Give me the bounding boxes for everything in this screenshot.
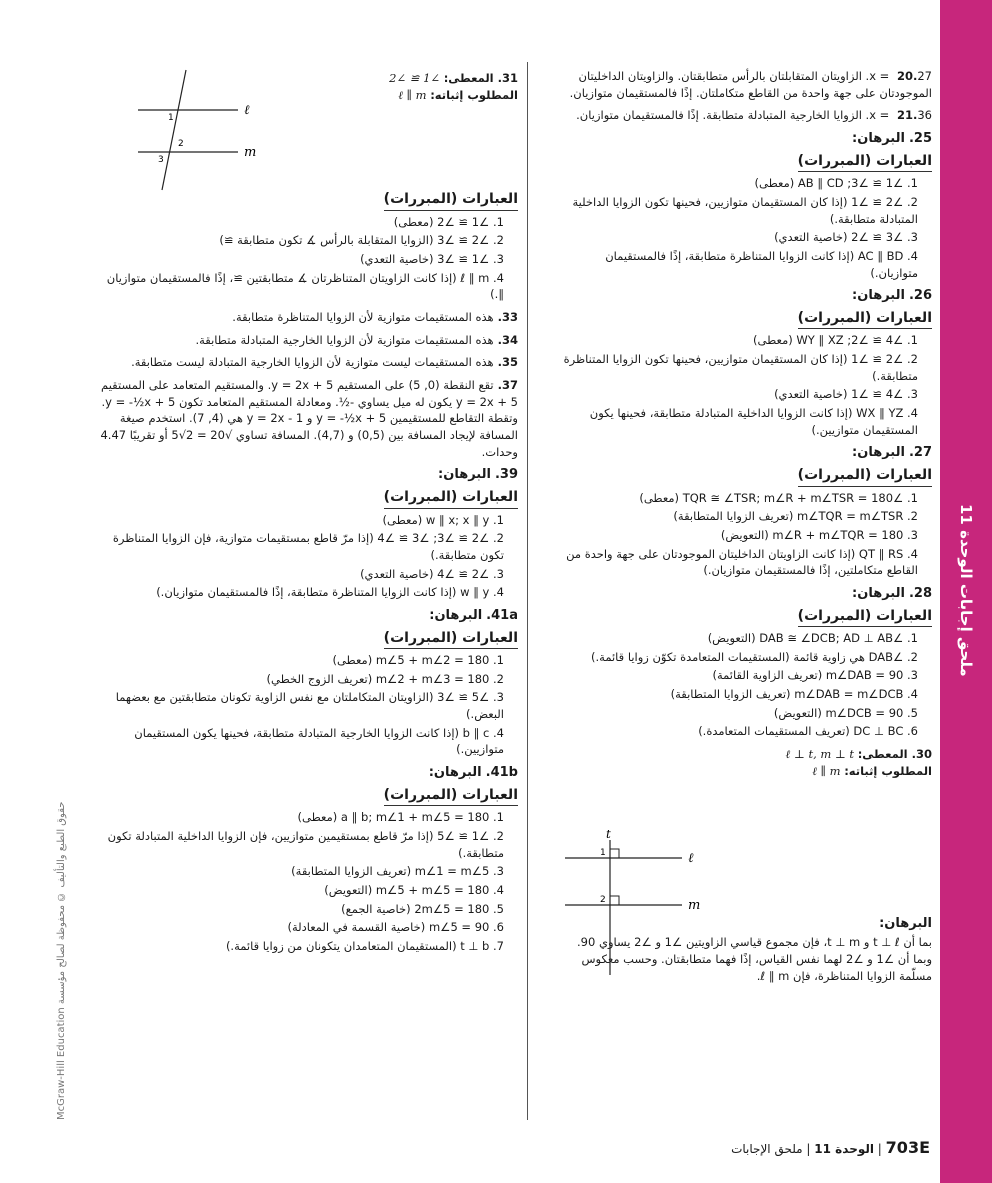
label-l: ℓ — [244, 103, 250, 118]
section-label: ملحق الإجابات — [731, 1142, 803, 1156]
problem-41a: 41a.البرهان: العبارات (المبررات) 1. m∠5 + m∠2 = 180 (معطى) 2. m∠2 + m∠3 = 180 (تعريف الزوج الخطي) 3. ∠5 ≅ ∠3 (الزاويتان المتكاملتان مع نفس الزاوية تكونان متطابقتين مع بعضهما البعض.) 4. b ∥ c (إذا كانت الزوايا الخارجية المتبادلة متطابقة، فحينها يكون المستقيمان متوازيين.) — [115, 607, 518, 757]
label-m: m — [244, 145, 257, 160]
reasons-header: العبارات (المبررات) — [798, 308, 932, 329]
problem-30: 30.المعطى: ℓ ⊥ t, m ⊥ t المطلوب إثباته: ℓ ∥ m البرهان: بما أن t ⊥ ℓ و t ⊥ m، فإن مجموع قياسي الزاويتين ∠1 و ∠2 يساوي 90. وبما أن ∠1 و ∠2 لهما نفس القياس، إذًا فهما متطابقتان. وحسب معكوس مسلّمة الزوايا المتناظرة، فإن ℓ ∥ m. — [577, 747, 932, 983]
reasons-header: العبارات (المبررات) — [384, 487, 518, 508]
problem-34: 34.هذه المستقيمات متوازية لأن الزوايا الخارجية المتبادلة متطابقة. — [195, 332, 518, 347]
reasons-header: العبارات (المبررات) — [798, 151, 932, 172]
label-l: ℓ — [688, 851, 694, 866]
angle-3: 3 — [158, 155, 164, 165]
problem-35: 35.هذه المستقيمات ليست متوازية لأن الزوايا الخارجية المتبادلة ليست متطابقة. — [131, 355, 518, 370]
left-column — [100, 70, 518, 961]
problem-37: 37.تقع النقطة (0, 5) على المستقيم y = 2x + 5. والمستقيم المتعامد على المستقيم y = 2x + 5 يكون له ميل يساوي -½. ومعادلة المستقيم المتعامد تكون y = -½x + 5. وتقطة التقاطع للمستقيمين y = -½x + 5 و y = 2x - 1 هي (4, 7). استخدم صيغة المسافة لإيجاد المسافة بين (0,5) و (4,7). المسافة تساوي √20 = 2√5 أو تقريبًا 4.47 وحدات. — [100, 378, 518, 459]
side-tab — [940, 0, 992, 1183]
problem-41b: 41b.البرهان: العبارات (المبررات) 1. a ∥ b; m∠1 + m∠5 = 180 (معطى) 2. ∠1 ≅ ∠5 (إذا مرّ قاطع بمستقيمين متوازيين، فإن الزوايا الداخلية المتبادلة تكون متطابقة.) 3. m∠1 = m∠5 (تعريف الزوايا المتطابقة) 4. m∠5 + m∠5 = 180 (التعويض) 5. 2m∠5 = 180 (خاصية الجمع) 6. m∠5 = 90 (خاصية القسمة في المعادلة) 7. t ⊥ b (المستقيمان المتعامدان يتكونان من زوايا قائمة.) — [107, 765, 518, 953]
problem-27: 27.البرهان: العبارات (المبررات) 1. ∠TQR ≅ ∠TSR; m∠R + m∠TSR = 180 (معطى) 2. m∠TQR = m∠TSR (تعريف الزوايا المتطابقة) 3. m∠R + m∠TQR = 180 (التعويض) 4. QT ∥ RS (إذا كانت الزاويتان الداخليتان الموجودتان على جهة واحدة من القاطع متكاملتين، إذًا فالمستقيمان متوازيان.) — [566, 445, 932, 578]
transversal-figure — [130, 66, 270, 194]
label-t: t — [606, 830, 611, 841]
reasons-header: العبارات (المبررات) — [798, 606, 932, 627]
reasons-header: العبارات (المبررات) — [798, 465, 932, 486]
problem-20: 20.27 = x. الزاويتان المتقابلتان بالرأس متطابقتان. والزاويتان الداخليتان الموجودتان على جهة واحدة من القاطع متكاملتان. إذًا فالمستقيمان متوازيان. — [569, 69, 932, 100]
label-m: m — [688, 898, 701, 913]
angle-2: 2 — [600, 895, 606, 905]
perpendicular-lines-figure — [560, 830, 720, 980]
reasons-header: العبارات (المبررات) — [384, 785, 518, 806]
problem-39: 39.البرهان: العبارات (المبررات) 1. w ∥ x; x ∥ y (معطى) 2. ∠2 ≅ ∠3; ∠3 ≅ ∠4 (إذا مرّ قاطع بمستقيمات متوازية، فإن الزوايا المتناظرة تكون متطابقة.) 3. ∠2 ≅ ∠4 (خاصية التعدي) 4. w ∥ y (إذا كانت الزوايا المتناظرة متطابقة، إذًا فالمستقيمان متوازيان.) — [112, 467, 518, 600]
reasons-header: العبارات (المبررات) — [384, 189, 518, 210]
copyright-note: McGraw-Hill Education حقوق الطبع والتأليف © محفوظة لصالح مؤسسة — [56, 801, 67, 1120]
angle-1: 1 — [168, 113, 174, 123]
problem-28: 28.البرهان: العبارات (المبررات) 1. ∠DAB ≅ ∠DCB; AD ⊥ AB (التعويض) 2. ∠DAB هي زاوية قائمة (المستقيمات المتعامدة تكوّن زوايا قائمة.) 3. m∠DAB = 90 (تعريف الزاوية القائمة) 4. m∠DAB = m∠DCB (تعريف الزوايا المتطابقة) 5. m∠DCB = 90 (التعويض) 6. DC ⊥ BC (تعريف المستقيمات المتعامدة.) — [591, 585, 932, 739]
unit-label: الوحدة 11 — [814, 1142, 874, 1156]
angle-2: 2 — [178, 139, 184, 149]
problem-33: 33.هذه المستقيمات متوازية لأن الزوايا المتناظرة متطابقة. — [232, 310, 518, 324]
problem-26: 26.البرهان: العبارات (المبررات) 1. ∠4 ≅ ∠2; WY ∥ XZ (معطى) 2. ∠2 ≅ ∠1 (إذا كان المستقيمان متوازيين، فحينها تكون الزوايا المتناظرة متطابقة.) 3. ∠4 ≅ ∠1 (خاصية التعدي) 4. WX ∥ YZ (إذا كانت الزوايا الداخلية المتبادلة متطابقة، فحينها يكون المستقيمان متوازيين.) — [563, 288, 932, 437]
angle-1: 1 — [600, 848, 606, 858]
problem-25: 25.البرهان: العبارات (المبررات) 1. ∠1 ≅ ∠3; AB ∥ CD (معطى) 2. ∠2 ≅ ∠1 (إذا كان المستقيمان متوازيين، فحينها تكون الزوايا الداخلية المتبادلة متطابقة.) 3. ∠3 ≅ ∠2 (خاصية التعدي) 4. AC ∥ BD (إذا كانت الزوايا المتناظرة متطابقة، إذًا فالمستقيمان متوازيان.) — [572, 131, 932, 280]
page-footer: 703E | الوحدة 11 | ملحق الإجابات — [731, 1138, 930, 1157]
problem-31: 31.المعطى: ∠1 ≅ ∠2 المطلوب إثباته: ℓ ∥ m العبارات (المبررات) 1. ∠1 ≅ ∠2 (معطى) 2. ∠2 ≅ ∠3 (الزوايا المتقابلة بالرأس ∡ تكون متطابقة ≅) 3. ∠1 ≅ ∠3 (خاصية التعدي) 4. ℓ ∥ m (إذا كانت الزاويتان المتناظرتان ∡ متطابقتين ≅، إذًا فالمستقيمان متوازيان ∥.) — [106, 71, 518, 302]
column-divider — [527, 62, 528, 1120]
side-tab-label: ملحق إجابات الوحدة 11 — [957, 503, 975, 677]
reasons-header: العبارات (المبررات) — [384, 628, 518, 649]
problem-21: 21.36 = x. الزوايا الخارجية المتبادلة متطابقة. إذًا فالمستقيمان متوازيان. — [576, 108, 932, 123]
page-number: 703E — [885, 1138, 930, 1157]
